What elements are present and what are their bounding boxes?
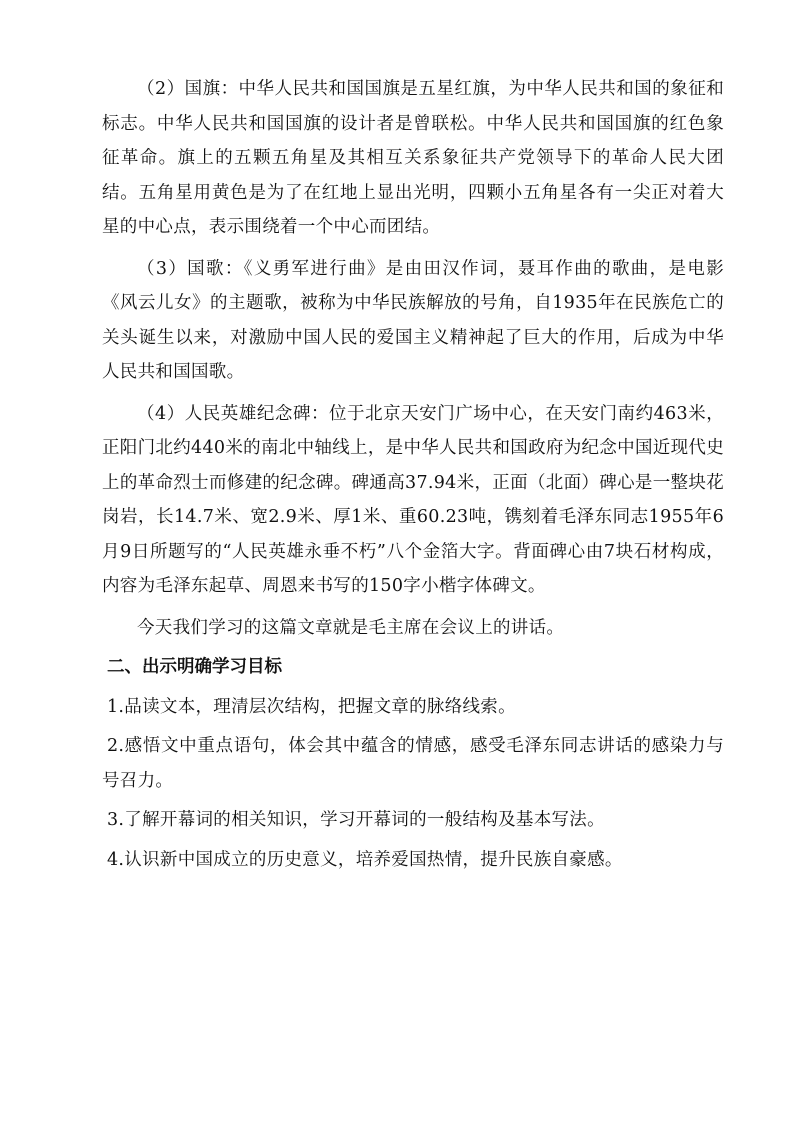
goal-item-2: 2.感悟文中重点语句，体会其中蕴含的情感，感受毛泽东同志讲话的感染力与号召力。	[102, 736, 724, 791]
goal-item-4: 4.认识新中国成立的历史意义，培养爱国热情，提升民族自豪感。	[107, 849, 623, 870]
document-page	[102, 72, 724, 877]
paragraph-intro: 今天我们学习的这篇文章就是毛主席在会议上的讲话。	[137, 617, 565, 638]
goal-item-3: 3.了解开幕词的相关知识，学习开幕词的一般结构及基本写法。	[107, 810, 605, 830]
paragraph-monument: （4）人民英雄纪念碑：位于北京天安门广场中心，在天安门南约463米，正阳门北约440米的南北中轴线上，是中华人民共和国政府为纪念中国近现代史上的革命烈士而修建的纪念碑。碑通高37.94米，正面（北面）碑心是一整块花岗岩，长14.7米、宽2.9米、厚1米、重60.23吨，镌刻着毛泽东同志1955年6月9日所题写的“人民英雄永垂不朽”八个金箔大字。背面碑心由7块石材构成，内容为毛泽东起草、周恩来书写的150字小楷字体碑文。	[102, 403, 724, 596]
section-heading: 二、出示明确学习目标	[107, 657, 282, 677]
paragraph-national-flag: （2）国旗：中华人民共和国国旗是五星红旗，为中华人民共和国的象征和标志。中华人民共和国国旗的设计者是曾联松。中华人民共和国国旗的红色象征革命。旗上的五颗五角星及其相互关系象征共产党领导下的革命人民大团结。五角星用黄色是为了在红地上显出光明，四颗小五角星各有一尖正对着大星的中心点，表示围绕着一个中心而团结。	[102, 79, 724, 237]
goal-item-1: 1.品读文本，理清层次结构，把握文章的脉络线索。	[107, 696, 516, 717]
paragraph-national-anthem: （3）国歌：《义勇军进行曲》是由田汉作词，聂耳作曲的歌曲，是电影《风云儿女》的主题歌，被称为中华民族解放的号角，自1935年在民族危亡的关头诞生以来，对激励中国人民的爱国主义精神起了巨大的作用，后成为中华人民共和国国歌。	[102, 258, 724, 382]
